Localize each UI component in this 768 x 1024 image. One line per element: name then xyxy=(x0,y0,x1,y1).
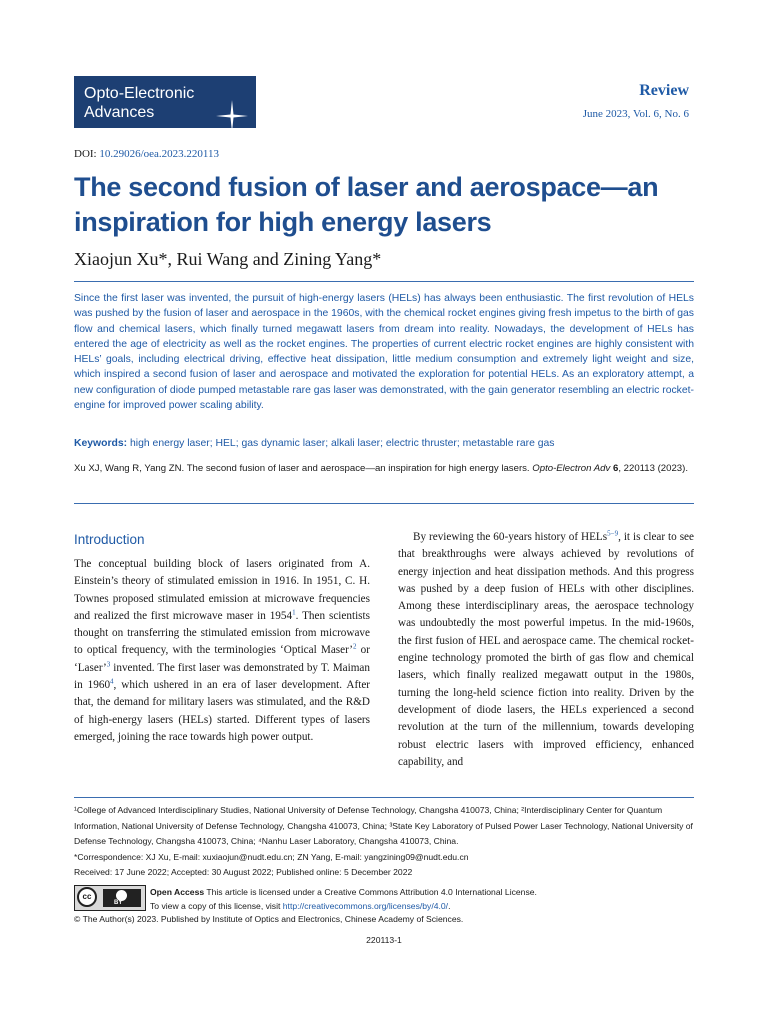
citation-volume: 6 xyxy=(610,463,619,474)
doi-label: DOI: xyxy=(74,148,100,160)
body-column-right xyxy=(398,529,694,771)
sparkle-icon xyxy=(216,100,248,132)
author-list: Xiaojun Xu*, Rui Wang and Zining Yang* xyxy=(74,249,382,269)
cc-icon: cc xyxy=(77,887,97,907)
reference-link[interactable]: 2 xyxy=(353,642,357,651)
article-type: Review xyxy=(639,82,689,99)
affiliations: ¹College of Advanced Interdisciplinary Studies, National University of Defense Technology, Changsha 410073, China; ²Interdisciplinary Center for Quantum Information, National University of Defense Technology, Changsha 410073, China; ³State Key Laboratory of Pulsed Power Laser Technology, National University of Defense Technology, Changsha 410073, China; ⁴Nanhu Laser Laboratory, Changsha 410073, China. xyxy=(74,805,693,847)
copyright: © The Author(s) 2023. Published by Institute of Optics and Electronics, Chinese Academy of Sciences. xyxy=(74,914,464,924)
doi-link[interactable]: 10.29026/oea.2023.220113 xyxy=(99,148,220,160)
journal-logo xyxy=(74,76,256,128)
issue-info: June 2023, Vol. 6, No. 6 xyxy=(582,108,689,120)
journal-name: Opto-Electronic Advances xyxy=(84,85,195,121)
dates: Received: 17 June 2022; Accepted: 30 August 2022; Published online: 5 December 2022 xyxy=(74,867,413,878)
article-title: The second fusion of laser and aerospace—an inspiration for high energy lasers xyxy=(74,172,659,237)
citation-journal: Opto-Electron Adv xyxy=(532,463,611,474)
divider-footnote xyxy=(74,797,694,798)
paragraph: The conceptual building block of lasers originated from A. Einstein’s theory of stimulated emission in 1916. In 1951, C. H. Townes proposed stimulated emission at microwave frequencies and realized the first microwave maser in 1954$^1$. Then scientists thought on transferring the stimulated emission from microwave to optical frequency, with the terminologies ‘Optical Maser’$^2$ or ‘Laser’$^3$ invented. The first laser was demonstrated by T. Maiman in 1960$^4$, which ushered in an era of laser development. After that, the demand for military lasers was stimulated, and the R&D of high-energy lasers (HELs) started. Different types of lasers emerged, joining the race towards high power output. xyxy=(74,558,371,743)
body-column-left xyxy=(74,556,370,746)
reference-link[interactable]: 3 xyxy=(106,660,111,669)
divider-top xyxy=(74,281,694,282)
keywords-text: high energy laser; HEL; gas dynamic laser; alkali laser; electric thruster; metastable rare gas xyxy=(127,438,555,449)
paragraph: By reviewing the 60-years history of HELs$^{5-9}$, it is clear to see that breakthroughs were always achieved by revolutions of energy injection and heat dissipation methods. And this progress was pushed by a deep fusion of HELs with other disciplines. Among these interdisciplinary areas, the aerospace technology was undoubtedly the most powerful impetus. In the mid-1960s, the first fusion of HEL and aerospace came. The chemical rocket-engine technology promoted the birth of gas flow and chemical lasers, which finally realized megawatt output in the 1980s, turning the long-held science fiction into reality. Driven by the development of diode lasers, the HELs experienced a second revolution at the turn of the millennium, towards developing robust electric lasers with improved efficiency, enhanced capability, and xyxy=(398,529,694,768)
open-access-label: Open Access xyxy=(150,887,205,897)
section-heading: Introduction xyxy=(74,532,145,547)
doi-line xyxy=(74,148,219,160)
abstract: Since the first laser was invented, the pursuit of high-energy lasers (HELs) has always been enthusiastic. The first revolution of HELs was pushed by the fusion of laser and aerospace in the 1960s, with the chemical rocket engines giving fresh impetus to the birth of gas flow and chemical lasers, which finally turned megawatt lasers from dream into reality. Nowadays, the development of HELs has entered the age of electricity as well as the rocket engines. The properties of current electric rocket engines are highly consistent with HELs’ goals, including electrical driving, effective heat dissipation, little medium consumption and extremely light weight and size, which inspired a second fusion of laser and aerospace and motivated the exploration for potential HELs. As an exploratory attempt, a new configuration of diode pumped metastable rare gas laser was demonstrated, with the gain generator resembling an electric rocket-engine for improved power scaling ability. xyxy=(74,293,694,412)
page-number: 220113-1 xyxy=(366,935,402,945)
keywords xyxy=(74,438,694,449)
divider-mid xyxy=(74,503,694,504)
by-icon: BY xyxy=(103,889,141,907)
reference-link[interactable]: 5−9 xyxy=(607,529,619,538)
citation: Xu XJ, Wang R, Yang ZN. The second fusion of laser and aerospace—an inspiration for high energy lasers. Opto-Electron Adv 6, 220113 (2023). xyxy=(74,463,689,474)
license-text: Open Access This article is licensed under a Creative Commons Attribution 4.0 International License. To view a copy of this license, visit http://creativecommons.org/licenses/by/4.0/. xyxy=(150,887,537,911)
footnotes xyxy=(74,803,694,881)
license-link[interactable]: http://creativecommons.org/licenses/by/4.0/ xyxy=(282,901,449,911)
reference-link[interactable]: 4 xyxy=(110,677,114,686)
correspondence: *Correspondence: XJ Xu, E-mail: xuxiaojun@nudt.edu.cn; ZN Yang, E-mail: yangzining09@nudt.edu.cn xyxy=(74,851,469,862)
keywords-label: Keywords: xyxy=(74,438,128,449)
cc-by-badge[interactable] xyxy=(74,885,146,911)
reference-link[interactable]: 1 xyxy=(292,608,296,617)
